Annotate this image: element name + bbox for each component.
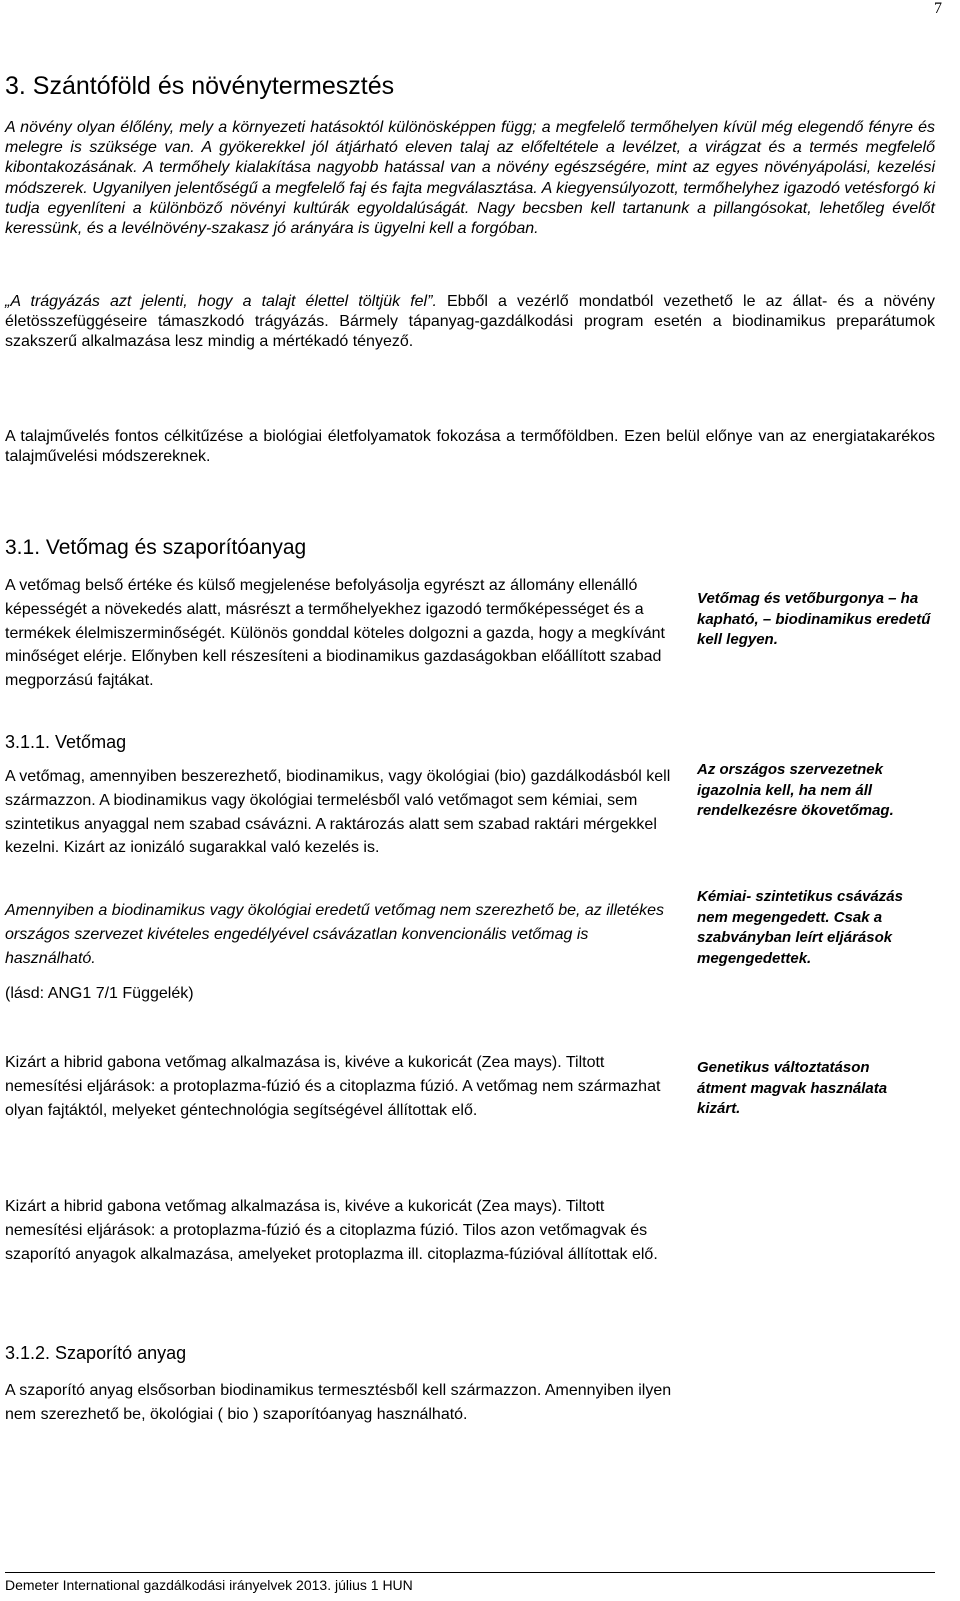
- tillage-paragraph: A talajművelés fontos célkitűzése a biológiai életfolyamatok fokozása a termőföldben. Ezen belül előnye van az energiatakarékos talajművelési módszereknek.: [5, 428, 935, 466]
- subsection-311-title: 3.1.1. Vetőmag: [5, 732, 127, 752]
- side-note: Az országos szervezetnek igazolnia kell, ha nem áll rendelkezésre ökovetőmag.: [697, 761, 894, 819]
- side-note: Genetikus változtatáson átment magvak használata kizárt.: [697, 1059, 888, 1117]
- subsection-31-title: 3.1. Vetőmag és szaporítóanyag: [5, 536, 307, 559]
- page-number: 7: [934, 0, 942, 17]
- fertilization-rest: Ebből a vezérlő mondatból vezethető le az állat- és a növény életösszefüggéseire támaszkodó trágyázás. Bármely tápanyag-gazdálkodási program esetén a biodinamikus preparátumok szakszerű alkalmazása lesz mindig a mértékadó tényező.: [5, 293, 935, 351]
- subsection-31-text: A vetőmag belső értéke és külső megjelenése befolyásolja egyrészt az állomány ellenálló képességét a növekedés alatt, másrészt a termőhelyekhez igazodó termőképességet és a termékek élelmiszerminőségét. Különös gonddal köteles dolgozni a gazda, hogy a megkívánt minőséget elérje. Előnyben kell részesíteni a biodinamikus gazdaságokban előállított szabad megporzású fajtákat.: [5, 577, 665, 690]
- subsection-311-reference: (lásd: ANG1 7/1 Függelék): [5, 985, 194, 1002]
- footer-divider: [5, 1572, 935, 1573]
- subsection-312-text: A szaporító anyag elsősorban biodinamikus termesztésből kell származzon. Amennyiben ilyen nem szerezhető be, ökológiai ( bio ) szaporítóanyag használható.: [5, 1382, 672, 1423]
- footer: Demeter International gazdálkodási irányelvek 2013. július 1 HUN: [5, 1577, 413, 1593]
- section-title: 3. Szántóföld és növénytermesztés: [5, 72, 395, 100]
- side-note: Vetőmag és vetőburgonya – ha kapható, – biodinamikus eredetű kell legyen.: [697, 590, 931, 648]
- subsection-312-title: 3.1.2. Szaporító anyag: [5, 1343, 187, 1363]
- side-note: Kémiai- szintetikus csávázás nem megengedett. Csak a szabványban leírt eljárások megengedettek.: [697, 888, 903, 967]
- intro-paragraph: A növény olyan élőlény, mely a környezeti hatásoktól különösképpen függ; a megfelelő termőhelyen kívül még elegendő fényre és melegre is szüksége van. A gyökerekkel jól átjárható eleven talaj az előfeltétele a levélzet, a virágzat és a termés megfelelő kibontakozásának. A termőhely kialakítása nagyobb hatással van a növény egészségére, mint az egyes növényápolási, kezelési módszerek. Ugyanilyen jelentőségű a megfelelő faj és fajta megválasztása. A kiegyensúlyozott, termőhelyhez igazodó vetésforgó ki tudja egyenlíteni a különböző növényi kultúrák egyoldalúságát. Nagy becsben kell tartanunk a pillangósokat, lehetőleg évelőt keressünk, és a levélnövény-szakasz jó arányára is ügyelni kell a forgóban.: [5, 119, 935, 238]
- hybrid-paragraph-1: Kizárt a hibrid gabona vetőmag alkalmazása is, kivéve a kukoricát (Zea mays). Tiltott nemesítési eljárások: a protoplazma-fúzió és a citoplazma fúzió. A vetőmag nem származhat olyan fajtáktól, melyeket géntechnológia segítségével állítottak elő.: [5, 1054, 661, 1119]
- subsection-311-text: A vetőmag, amennyiben beszerezhető, biodinamikus, vagy ökológiai (bio) gazdálkodásból kell származzon. A biodinamikus vagy ökológiai termelésből való vetőmagot sem kémiai, sem szintetikus anyaggal nem szabad csávázni. A raktározás alatt sem szabad raktári mérgekkel kezelni. Kizárt az ionizáló sugarakkal való kezelés is.: [5, 768, 671, 857]
- fertilization-paragraph: [5, 292, 935, 353]
- hybrid-paragraph-2: Kizárt a hibrid gabona vetőmag alkalmazása is, kivéve a kukoricát (Zea mays). Tiltott nemesítési eljárások: a protoplazma-fúzió és a citoplazma fúzió. Tilos azon vetőmagvak és szaporító anyagok alkalmazása, amelyeket protoplazma ill. citoplazma-fúzióval állítottak elő.: [5, 1198, 658, 1263]
- fertilization-quote: „A trágyázás azt jelenti, hogy a talajt élettel töltjük fel”.: [5, 293, 437, 310]
- subsection-311-italic: Amennyiben a biodinamikus vagy ökológiai eredetű vetőmag nem szerezhető be, az illetékes országos szervezet kivételes engedélyével csávázatlan konvencionális vetőmag is használható.: [5, 902, 665, 967]
